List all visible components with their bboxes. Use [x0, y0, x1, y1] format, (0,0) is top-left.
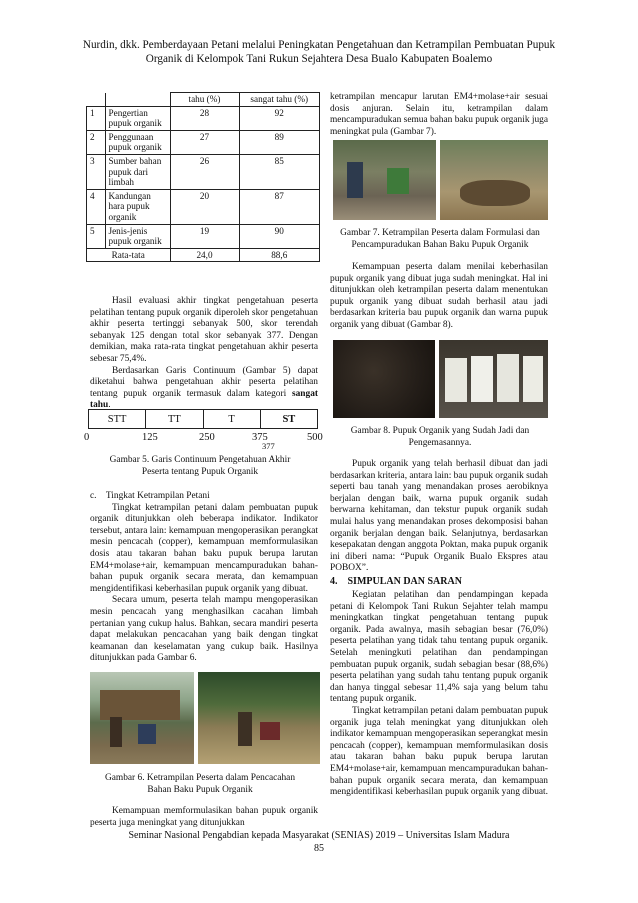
paragraph: ketrampilan mencapur larutan EM4+molase+air sesuai dosis anjuran. Selain itu, ketrampilan dalam mencampuradukan semua bahan baku pupuk organik juga meningkat pula (Gambar 7).	[330, 92, 548, 137]
figure-6-caption	[82, 773, 318, 796]
package-shape	[523, 356, 543, 402]
person-shape	[347, 162, 363, 198]
continuum-tick-375: 375	[252, 432, 268, 443]
package-shape	[497, 354, 519, 402]
continuum-tick-0: 0	[84, 432, 90, 443]
left-column-text-2	[90, 491, 318, 665]
section-c-heading	[90, 491, 318, 503]
machine-shape	[138, 724, 156, 744]
section-label: c.	[90, 491, 97, 501]
section-title: SIMPULAN DAN SARAN	[347, 576, 462, 587]
caption-line: Gambar 8. Pupuk Organik yang Sudah Jadi dan	[350, 426, 530, 436]
continuum-tick-377: 377	[262, 441, 275, 451]
row-item: Penggunaan pupuk organik	[105, 130, 170, 154]
section-title: Tingkat Ketrampilan Petani	[105, 491, 210, 501]
row-no: 2	[87, 130, 106, 154]
footer-conference: Seminar Nasional Pengabdian kepada Masyarakat (SENIAS) 2019 – Universitas Islam Madura	[128, 830, 510, 841]
continuum-tick-125: 125	[142, 432, 158, 443]
table-row	[87, 154, 320, 189]
paragraph: Tingkat ketrampilan petani dalam pembuatan pupuk organik ditunjukkan oleh beberapa indikator. Indikator tersebut, antara lain: kemampuan mengoperasikan perangkat mesin pencacah (copper), kemampuan memformulasikan dosis atau takaran bahan baku pupuk berupa larutan EM4+molase+air, kemampuan mencampuradukan bahan-bahan pupuk organik secara merata, dan kemampuan mengidentifikasi keberhasilan pupuk organik yang dibuat.	[90, 502, 318, 594]
page-number: 85	[314, 843, 324, 854]
row-tahu: 19	[170, 224, 239, 248]
page-footer	[40, 829, 598, 855]
row-tahu: 27	[170, 130, 239, 154]
row-sangat-tahu: 90	[239, 224, 320, 248]
row-tahu: 20	[170, 189, 239, 224]
row-sangat-tahu: 87	[239, 189, 320, 224]
right-column-text-2	[330, 262, 548, 332]
row-no: 1	[87, 106, 106, 130]
section-4-heading	[330, 576, 548, 587]
person-shape	[110, 717, 122, 747]
figure-7-photo-left	[333, 140, 436, 220]
right-column-text-1	[330, 92, 548, 138]
figure-6-photo-right	[198, 672, 320, 764]
avg-tahu: 24,0	[170, 248, 239, 262]
row-item: Pengertian pupuk organik	[105, 106, 170, 130]
paragraph: Kemampuan memformulasikan bahan pupuk organik peserta juga meningkat yang ditunjukkan	[90, 806, 318, 828]
row-item: Sumber bahan pupuk dari limbah	[105, 154, 170, 189]
right-column-text-3	[330, 459, 548, 575]
compost-pile-shape	[460, 180, 530, 206]
caption-line: Gambar 5. Garis Continuum Pengetahuan Akhir	[109, 455, 291, 465]
continuum-cell-tt: TT	[146, 410, 203, 429]
figure-8-photo-left	[333, 340, 435, 418]
caption-line: Pencampuradukan Bahan Baku Pupuk Organik	[351, 239, 529, 250]
row-no: 5	[87, 224, 106, 248]
table-row	[87, 106, 320, 130]
paragraph: Pupuk organik yang telah berhasil dibuat dan jadi berdasarkan kriteria, antara lain: bau pupuk organik sudah seperti bau tanah yang menandakan proses aerobiknya berjalan dengan baik, warna pupuk organik sudah berwarna kehitaman, dan tekstur pupuk organik sudah mulai halus yang menandakan proses dekomposisi bahan organik berjalan dengan baik. Selanjutnya, berdasarkan kesepakatan dengan anggota Poktan, maka pupuk organik ini diberi nama: “Pupuk Organik Bualo Ekspres atau POBOX”.	[330, 459, 548, 574]
continuum-diagram	[88, 409, 318, 431]
row-sangat-tahu: 89	[239, 130, 320, 154]
text: Berdasarkan Garis Continuum (Gambar 5) dapat diketahui bahwa pengetahuan akhir peserta pelatihan tentang pupuk organik termasuk dalam kategori	[90, 365, 318, 399]
package-shape	[471, 356, 493, 402]
table-header-row	[87, 93, 320, 107]
paragraph: Kegiatan pelatihan dan pendampingan kepada petani di Kelompok Tani Rukun Sejahter telah mampu meningkatkan tingkat pengetahuan tentang pupuk organik. Pada awalnya, masih sebagian besar (76,0%) peserta pelatihan yang tidak tahu tentang pupuk organik. Setelah meningkuti pelatihan dan pendampingan pembuatan pupuk organik, sudah sebagian besar (88,6%) peserta pelatihan yang sudah tahu tentang pupuk organik dan hanya tinggal sebesar 11,4% saja yang belum tahu tentang pupuk organik.	[330, 590, 548, 705]
row-item: Jenis-jenis pupuk organik	[105, 224, 170, 248]
running-header	[40, 38, 598, 66]
caption-line: Pengemasannya.	[408, 437, 472, 448]
continuum-cell-stt: STT	[89, 410, 146, 429]
row-tahu: 28	[170, 106, 239, 130]
paragraph	[90, 366, 318, 412]
package-shape	[445, 358, 467, 402]
continuum-tick-250: 250	[199, 432, 215, 443]
text: .	[108, 400, 111, 411]
figure-7-photo-right	[440, 140, 548, 220]
figure-8-caption	[330, 426, 550, 449]
machine-shape	[260, 722, 280, 740]
row-sangat-tahu: 92	[239, 106, 320, 130]
table-row	[87, 130, 320, 154]
header-line-2: Organik di Kelompok Tani Rukun Sejahtera Desa Bualo Kabupaten Boalemo	[145, 53, 493, 65]
paragraph: Kemampuan peserta dalam menilai keberhasilan pupuk organik yang dibuat juga sudah meningkat. Hal ini ditunjukkan oleh ketrampilan peserta dalam menentukan pupuk organik yang dibuat sudah berhasil atau jadi berdasarkan kriteria bau pupuk organik dan warna pupuk organik yang dibuat (Gambar 8).	[330, 262, 548, 330]
continuum-cell-t: T	[203, 410, 260, 429]
paragraph: Hasil evaluasi akhir tingkat pengetahuan peserta pelatihan tentang pupuk organik diperoleh skor pengetahuan akhir peserta tertinggi sebanyak 500, skor terendah sebanyak 125 dengan total skor sebanyak 377. Dengan demikian, maka rata-rata tingkat pengetahuan akhir peserta sebesar 75,4%.	[90, 296, 318, 364]
avg-label: Rata-tata	[87, 248, 171, 262]
bucket-shape	[387, 168, 409, 194]
figure-7-caption	[330, 228, 550, 251]
person-shape	[238, 712, 252, 746]
header-line-1: Nurdin, dkk. Pemberdayaan Petani melalui Peningkatan Pengetahuan dan Ketrampilan Pembuatan Pupuk	[82, 39, 556, 51]
caption-line: Gambar 6. Ketrampilan Peserta dalam Pencacahan	[104, 773, 296, 783]
figure-8-photo-right	[439, 340, 548, 418]
left-column-text-1	[90, 296, 318, 412]
right-column-text-4	[330, 590, 548, 799]
figure-5-caption	[82, 455, 318, 478]
table-row	[87, 224, 320, 248]
figure-6-photo-left	[90, 672, 194, 764]
continuum-cell-st: ST	[260, 410, 317, 429]
row-item: Kandungan hara pupuk organik	[105, 189, 170, 224]
avg-sangat-tahu: 88,6	[239, 248, 320, 262]
paragraph: Tingkat ketrampilan petani dalam pembuatan pupuk organik juga telah meningkat yang ditunjukkan oleh indikator kemampuan mengoperasikan seperangkat mesin pencacah (copper), kemampuan memformulasikan dosis atau takaran bahan baku pupuk berupa larutan EM4+molase+air, kemampuan mencampuradukan bahan-bahan pupuk organik secara merata, dan kemampuan mengidentifikasi keberhasilan pupuk organik yang dibuat.	[330, 705, 549, 798]
table-header-sangat-tahu: sangat tahu (%)	[239, 93, 320, 107]
table-header-tahu: tahu (%)	[170, 93, 239, 107]
knowledge-table	[86, 92, 320, 262]
left-column-text-3	[90, 806, 318, 829]
bold-text: sangat tahu	[90, 388, 318, 411]
caption-line: Peserta tentang Pupuk Organik	[141, 466, 259, 477]
row-no: 4	[87, 189, 106, 224]
row-sangat-tahu: 85	[239, 154, 320, 189]
table-row	[87, 189, 320, 224]
row-tahu: 26	[170, 154, 239, 189]
caption-line: Bahan Baku Pupuk Organik	[147, 784, 253, 795]
caption-line: Gambar 7. Ketrampilan Peserta dalam Formulasi dan	[340, 228, 540, 238]
table-average-row	[87, 248, 320, 262]
row-no: 3	[87, 154, 106, 189]
hut-roof-shape	[100, 690, 180, 720]
paragraph: Secara umum, peserta telah mampu mengoperasikan mesin pencacah yang menghasilkan cacahan limbah pertanian yang cukup halus. Bahkan, secara mandiri peserta dapat melakukan pencacahan yang baik dengan tingkat keamanan dan keselamatan yang cukup baik. Hasilnya ditunjukkan pada Gambar 6.	[90, 595, 318, 664]
continuum-tick-500: 500	[307, 432, 323, 443]
section-number: 4.	[330, 576, 338, 587]
